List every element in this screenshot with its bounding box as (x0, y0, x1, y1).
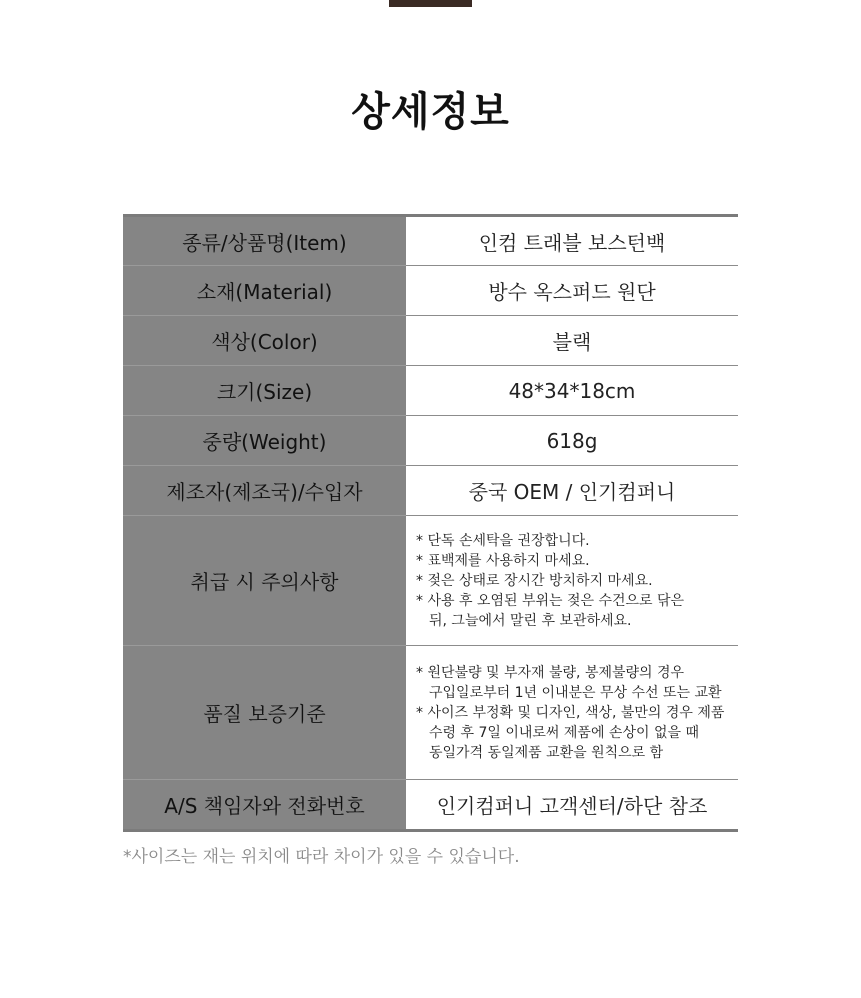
spec-value-as: 인기컴퍼니 고객센터/하단 참조 (406, 780, 738, 831)
table-row (123, 266, 738, 316)
spec-value-color: 블랙 (406, 316, 738, 366)
quality-note-line: 수령 후 7일 이내로써 제품에 손상이 없을 때 (429, 724, 699, 741)
spec-label-care: 취급 시 주의사항 (123, 516, 406, 646)
quality-note-line: 구입일로부터 1년 이내분은 무상 수선 또는 교환 (429, 684, 722, 701)
table-row (123, 780, 738, 831)
table-row (123, 366, 738, 416)
care-note-line: 뒤, 그늘에서 말린 후 보관하세요. (429, 612, 632, 629)
care-note-line: * 사용 후 오염된 부위는 젖은 수건으로 닦은 (416, 592, 685, 609)
spec-label-weight: 중량(Weight) (123, 416, 406, 466)
table-row (123, 416, 738, 466)
spec-value-material: 방수 옥스퍼드 원단 (406, 266, 738, 316)
table-row (123, 316, 738, 366)
quality-note-line: * 사이즈 부정확 및 디자인, 색상, 불만의 경우 제품 (416, 704, 725, 721)
spec-label-color: 색상(Color) (123, 316, 406, 366)
spec-label-item: 종류/상품명(Item) (123, 216, 406, 266)
quality-note-line: * 원단불량 및 부자재 불량, 봉제불량의 경우 (416, 664, 685, 681)
top-accent-bar (389, 0, 472, 7)
spec-label-material: 소재(Material) (123, 266, 406, 316)
table-row (123, 216, 738, 266)
product-spec-table (123, 214, 738, 832)
spec-value-item: 인컴 트래블 보스턴백 (406, 216, 738, 266)
quality-note-line: 동일가격 동일제품 교환을 원칙으로 함 (429, 744, 664, 761)
care-notes (406, 516, 738, 646)
spec-value-size: 48*34*18cm (406, 366, 738, 416)
spec-label-size: 크기(Size) (123, 366, 406, 416)
spec-label-manufacturer: 제조자(제조국)/수입자 (123, 466, 406, 516)
quality-notes (406, 646, 738, 780)
spec-label-quality: 품질 보증기준 (123, 646, 406, 780)
spec-label-as: A/S 책임자와 전화번호 (123, 780, 406, 831)
page-title: 상세정보 (351, 89, 510, 135)
spec-value-weight: 618g (406, 416, 738, 466)
care-note-line: * 단독 손세탁을 권장합니다. (416, 532, 590, 549)
spec-value-manufacturer: 중국 OEM / 인기컴퍼니 (406, 466, 738, 516)
table-row (123, 646, 738, 780)
care-note-line: * 표백제를 사용하지 마세요. (416, 552, 590, 569)
table-row (123, 466, 738, 516)
table-row (123, 516, 738, 646)
size-footnote: *사이즈는 재는 위치에 따라 차이가 있을 수 있습니다. (123, 847, 520, 867)
care-note-line: * 젖은 상태로 장시간 방치하지 마세요. (416, 572, 653, 589)
